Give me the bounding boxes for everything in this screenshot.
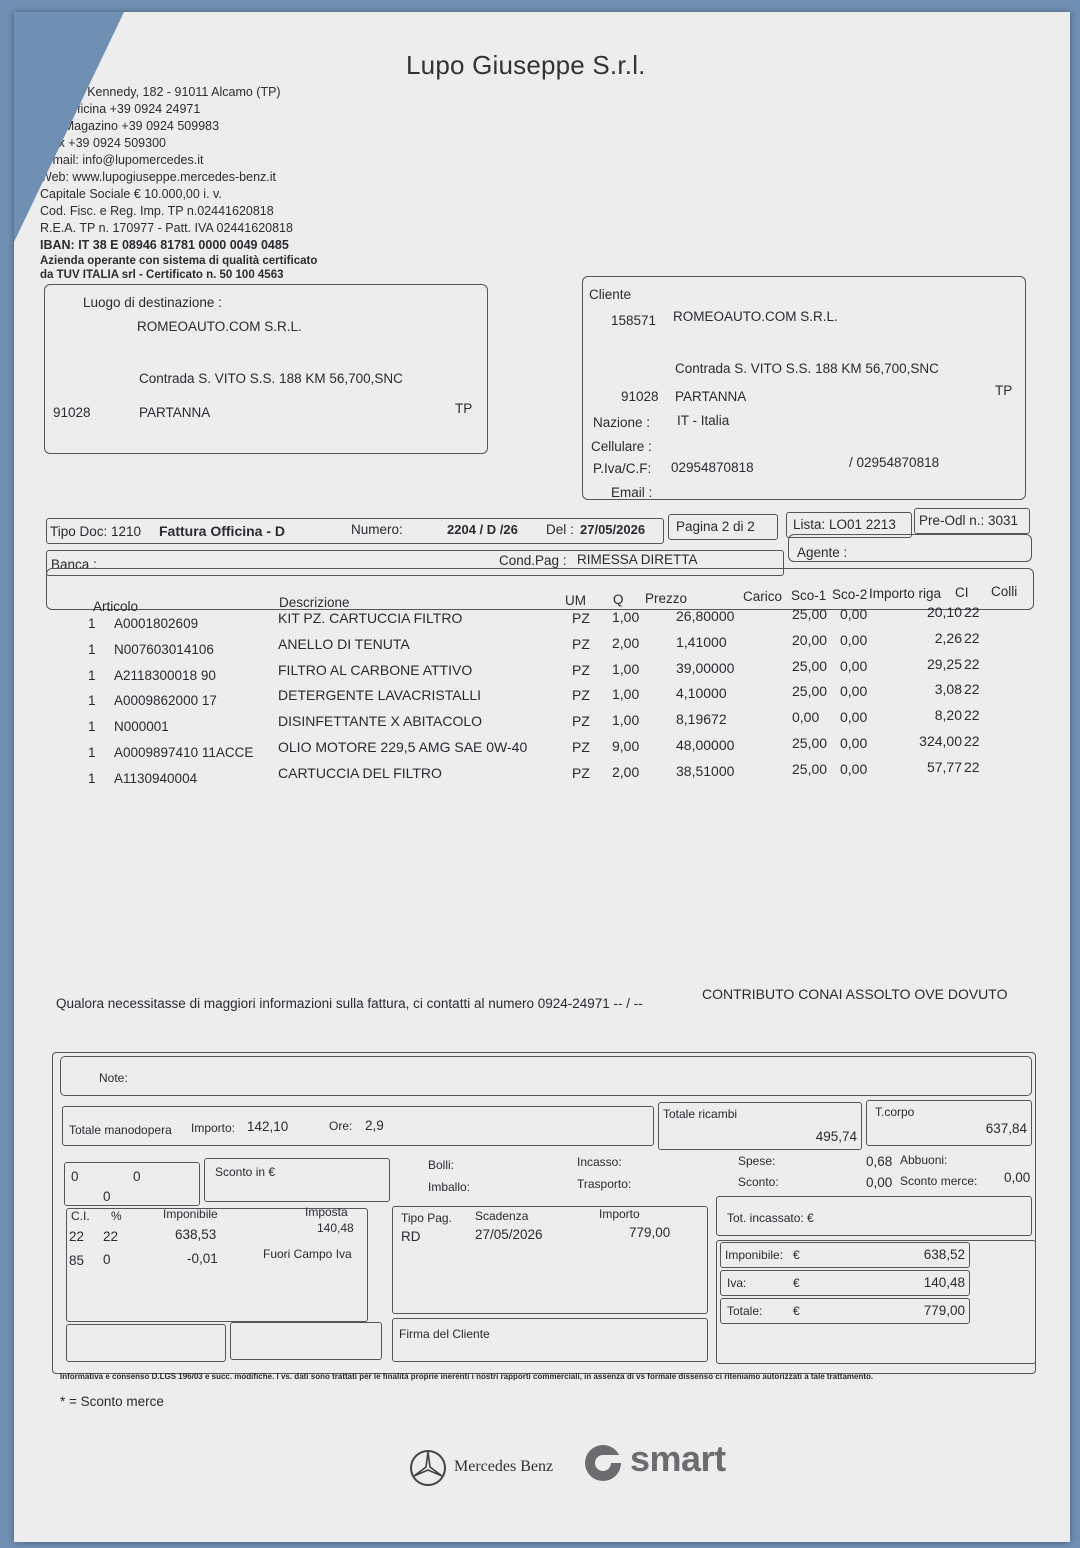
signature-label: Firma del Cliente	[399, 1327, 490, 1341]
cell-um: PZ	[572, 635, 590, 652]
collected-label: Tot. incassato: €	[727, 1211, 814, 1225]
cell-desc: DISINFETTANTE X ABITACOLO	[278, 713, 483, 730]
iva-label: Iva:	[727, 1276, 747, 1290]
invoice-page	[14, 12, 1070, 1542]
imponibile-label: Imponibile:	[725, 1248, 784, 1262]
cell-sco1: 25,00	[792, 606, 828, 622]
cell-n: 1	[88, 770, 96, 786]
empty-box-mid	[230, 1322, 382, 1360]
cell-q: 9,00	[612, 738, 640, 754]
vat-row2-ci: 85	[69, 1253, 85, 1268]
cell-ci: 22	[964, 655, 980, 672]
sconto2-value: 0,00	[866, 1175, 893, 1190]
agent-box	[788, 534, 1032, 562]
cell-desc: CARTUCCIA DEL FILTRO	[278, 764, 442, 781]
parts-box	[658, 1102, 862, 1150]
cell-sco2: 0,00	[840, 631, 868, 648]
smart-logo-icon	[582, 1442, 624, 1484]
cell-sco1: 25,00	[792, 657, 828, 674]
cell-art: N000001	[114, 719, 169, 735]
info-line: Qualora necessitasse di maggiori informazioni sulla fattura, ci contatti al numero 0924-24971 -- / --	[56, 996, 643, 1011]
cell-importo: 20,10	[926, 604, 962, 620]
client-city: PARTANNA	[675, 389, 747, 404]
vat-row1-imposta: 140,48	[317, 1221, 354, 1235]
cell-prezzo: 8,19672	[676, 711, 727, 728]
condpag-label: Cond.Pag :	[499, 553, 567, 568]
vat-row2-pct: 0	[103, 1252, 111, 1267]
destination-cap: 91028	[53, 405, 91, 420]
cell-sco1: 25,00	[792, 735, 828, 751]
doc-number-label: Numero:	[351, 522, 403, 537]
payment-type-label: Tipo Pag.	[401, 1211, 452, 1225]
client-label: Cliente	[589, 287, 632, 302]
cell-prezzo: 1,41000	[676, 633, 727, 650]
parts-label: Totale ricambi	[663, 1107, 738, 1121]
cell-art: A0009897410 11ACCE	[114, 745, 254, 760]
cell-importo: 3,08	[934, 681, 962, 698]
signature-box	[392, 1318, 708, 1362]
vat-row2-imponibile: -0,01	[187, 1251, 218, 1266]
cell-desc: OLIO MOTORE 229,5 AMG SAE 0W-40	[278, 739, 528, 755]
mercedes-star-icon	[408, 1448, 448, 1488]
cell-um: PZ	[572, 739, 590, 755]
incasso-label: Incasso:	[577, 1155, 622, 1169]
discount-legend: * = Sconto merce	[60, 1394, 164, 1409]
page-number: Pagina 2 di 2	[676, 519, 755, 534]
company-line: Fax +39 0924 509300	[44, 136, 166, 150]
note-label: Note:	[99, 1071, 128, 1085]
doc-number: 2204 / D /26	[447, 522, 518, 537]
client-box	[582, 276, 1026, 500]
destination-box	[44, 284, 488, 454]
cell-importo: 324,00	[919, 733, 962, 749]
cell-art: A0001802609	[114, 616, 199, 631]
company-line: E-mail: info@lupomercedes.it	[40, 153, 204, 167]
cell-sco1: 25,00	[792, 683, 828, 700]
col-prezzo: Prezzo	[645, 591, 688, 606]
body-total: 637,84	[985, 1121, 1027, 1136]
cell-n: 1	[88, 641, 96, 657]
conai-notice: CONTRIBUTO CONAI ASSOLTO OVE DOVUTO	[702, 986, 1008, 1002]
client-vat: 02954870818	[671, 460, 754, 475]
bolli-label: Bolli:	[428, 1158, 455, 1172]
smart-logo	[582, 1442, 624, 1489]
labour-amount-label: Importo:	[191, 1121, 236, 1135]
zero-box	[64, 1162, 200, 1206]
company-line: Cod. Fisc. e Reg. Imp. TP n.02441620818	[40, 204, 274, 218]
labour-label: Totale manodopera	[69, 1123, 172, 1137]
col-colli: Colli	[991, 584, 1018, 599]
cell-prezzo: 48,00000	[676, 737, 735, 753]
iva-row	[720, 1270, 970, 1296]
doc-type-label: Tipo Doc: 1210	[50, 524, 142, 539]
labour-box	[62, 1106, 654, 1146]
body-total-box	[866, 1100, 1032, 1146]
cell-art: N007603014106	[114, 641, 214, 657]
discount-box	[204, 1158, 390, 1202]
imponibile-total: 638,52	[923, 1247, 965, 1262]
cell-art: A2118300018 90	[114, 667, 216, 683]
privacy-notice: Informativa e consenso D.LGS 196/03 e succ. modifiche. I vs. dati sono trattati per le finalità proprie inerenti i nostri rapporti commerciali, in assenza di vs formale dissenso ci riteniamo autorizzati a tale trattamento.	[60, 1372, 874, 1381]
discount-label: Sconto in €	[215, 1165, 276, 1179]
destination-address: Contrada S. VITO S.S. 188 KM 56,700,SNC	[139, 371, 403, 386]
lista: Lista: LO01 2213	[793, 517, 896, 532]
cell-prezzo: 26,80000	[676, 608, 735, 624]
col-sco1: Sco-1	[791, 588, 827, 603]
cell-prezzo: 39,00000	[676, 659, 735, 676]
cell-ci: 22	[964, 629, 980, 646]
iva-total: 140,48	[923, 1275, 965, 1290]
company-line: Capitale Sociale € 10.000,00 i. v.	[40, 187, 222, 201]
destination-prov: TP	[455, 401, 473, 416]
client-email-label: Email :	[611, 485, 653, 500]
col-articolo: Articolo	[93, 599, 139, 614]
doc-date-label: Del :	[546, 522, 574, 537]
cell-sco2: 0,00	[840, 709, 868, 726]
condpag: RIMESSA DIRETTA	[577, 552, 698, 567]
sconto-merce-value: 0,00	[1004, 1170, 1031, 1185]
company-line: Officina +39 0924 24971	[64, 102, 201, 116]
cell-desc: DETERGENTE LAVACRISTALLI	[278, 687, 482, 704]
labour-hours-label: Ore:	[329, 1119, 353, 1133]
company-line: l. Magazino +39 0924 509983	[54, 119, 220, 133]
company-line: Web: www.lupogiuseppe.mercedes-benz.it	[40, 170, 277, 184]
preodl: Pre-Odl n.: 3031	[919, 513, 1019, 528]
payment-type: RD	[401, 1229, 421, 1244]
client-mobile-label: Cellulare :	[591, 439, 652, 454]
imponibile-row	[720, 1242, 970, 1268]
cell-ci: 22	[964, 681, 980, 698]
col-sco2: Sco-2	[832, 587, 868, 602]
vat-row1-ci: 22	[69, 1229, 85, 1244]
cell-art: A1130940004	[114, 770, 198, 786]
cell-desc: FILTRO AL CARBONE ATTIVO	[278, 661, 473, 678]
currency-symbol: €	[793, 1276, 800, 1290]
smart-text: smart	[630, 1438, 726, 1479]
cell-art: A0009862000 17	[114, 693, 217, 709]
cell-q: 1,00	[612, 660, 640, 677]
grand-total: 779,00	[923, 1303, 965, 1318]
client-address: Contrada S. VITO S.S. 188 KM 56,700,SNC	[675, 361, 939, 376]
cell-um: PZ	[572, 764, 590, 781]
trasporto-label: Trasporto:	[577, 1177, 632, 1191]
cell-n: 1	[88, 616, 96, 631]
company-line: F. Kennedy, 182 - 91011 Alcamo (TP)	[74, 85, 281, 99]
cell-um: PZ	[572, 610, 590, 626]
company-name: Lupo Giuseppe S.r.l.	[406, 50, 646, 80]
cell-importo: 2,26	[934, 629, 962, 646]
zero-value-b: 0	[133, 1169, 141, 1184]
cell-n: 1	[88, 719, 96, 735]
labour-amount: 142,10	[247, 1119, 289, 1134]
vat-header-imponibile: Imponibile	[163, 1207, 218, 1221]
cell-n: 1	[88, 693, 96, 709]
cell-sco2: 0,00	[840, 683, 868, 700]
imballo-label: Imballo:	[428, 1180, 471, 1194]
spese-label: Spese:	[738, 1154, 776, 1168]
cell-ci: 22	[964, 707, 980, 724]
payment-amount: 779,00	[629, 1225, 671, 1240]
zero-value-a: 0	[71, 1169, 79, 1184]
client-nation: IT - Italia	[677, 413, 730, 428]
cell-prezzo: 4,10000	[676, 685, 727, 702]
vat-header-ci: C.I.	[71, 1209, 90, 1223]
col-descrizione: Descrizione	[279, 595, 350, 610]
cell-n: 1	[88, 745, 96, 760]
abbuoni-label: Abbuoni:	[900, 1153, 948, 1167]
sconto-merce-label: Sconto merce:	[900, 1174, 978, 1188]
totale-label: Totale:	[727, 1304, 763, 1318]
company-line: Azienda operante con sistema di qualità certificato	[40, 255, 318, 267]
empty-box-left	[66, 1324, 226, 1362]
client-name: ROMEOAUTO.COM S.R.L.	[673, 309, 838, 324]
vat-header-pct: %	[111, 1209, 122, 1223]
destination-city: PARTANNA	[139, 405, 211, 420]
destination-label: Luogo di destinazione :	[83, 295, 222, 310]
client-cf: / 02954870818	[849, 455, 940, 470]
col-q: Q	[613, 592, 624, 607]
doc-type: Fattura Officina - D	[159, 523, 286, 539]
page-curl	[14, 12, 124, 242]
cell-q: 1,00	[612, 686, 640, 703]
cell-sco2: 0,00	[840, 735, 868, 751]
client-code: 158571	[611, 313, 657, 328]
vat-row1-imponibile: 638,53	[175, 1227, 217, 1242]
cell-sco2: 0,00	[840, 606, 868, 622]
doc-date: 27/05/2026	[580, 522, 646, 537]
cell-q: 1,00	[612, 609, 640, 625]
col-ci: CI	[955, 585, 969, 600]
col-carico: Carico	[743, 589, 783, 604]
labour-hours: 2,9	[365, 1118, 384, 1133]
cell-ci: 22	[964, 758, 980, 775]
page-box	[668, 514, 778, 540]
company-line: da TUV ITALIA srl - Certificato n. 50 100 4563	[40, 269, 284, 281]
cell-q: 2,00	[612, 634, 640, 651]
cell-um: PZ	[572, 713, 590, 730]
company-iban: IBAN: IT 38 E 08946 81781 0000 0049 0485	[40, 238, 289, 252]
vat-summary-box	[66, 1205, 368, 1322]
cell-desc: KIT PZ. CARTUCCIA FILTRO	[278, 610, 463, 626]
collected-box	[716, 1196, 1032, 1236]
currency-symbol: €	[793, 1248, 800, 1262]
zero-value-c: 0	[103, 1189, 111, 1204]
client-nation-label: Nazione :	[593, 415, 651, 430]
vat-header-imposta: Imposta	[305, 1205, 348, 1219]
payment-box	[392, 1206, 708, 1314]
bank-label: Banca :	[51, 557, 97, 572]
client-vat-label: P.Iva/C.F:	[593, 461, 652, 476]
cell-sco2: 0,00	[840, 657, 868, 674]
doc-info-bar	[46, 518, 664, 544]
cell-importo: 29,25	[926, 655, 962, 672]
cell-ci: 22	[964, 604, 980, 620]
client-prov: TP	[995, 383, 1013, 398]
destination-name: ROMEOAUTO.COM S.R.L.	[137, 319, 302, 334]
cell-sco2: 0,00	[840, 760, 868, 777]
vat-row1-pct: 22	[103, 1229, 119, 1244]
cell-sco1: 25,00	[792, 760, 828, 777]
agent-label: Agente :	[797, 545, 848, 560]
due-date-label: Scadenza	[475, 1209, 529, 1223]
cell-ci: 22	[964, 733, 980, 749]
cell-importo: 8,20	[934, 707, 962, 724]
spese-value: 0,68	[866, 1154, 893, 1169]
company-line: R.E.A. TP n. 170977 - Patt. IVA 02441620818	[40, 221, 293, 235]
cell-importo: 57,77	[926, 758, 962, 775]
sconto2-label: Sconto:	[738, 1175, 779, 1189]
cell-sco1: 0,00	[792, 709, 820, 726]
cell-um: PZ	[572, 687, 590, 704]
payment-amount-label: Importo	[599, 1207, 640, 1221]
mercedes-text: Mercedes Benz	[454, 1458, 554, 1475]
cell-prezzo: 38,51000	[676, 762, 735, 779]
col-importo: Importo riga	[869, 586, 942, 601]
currency-symbol: €	[793, 1304, 800, 1318]
cell-q: 1,00	[612, 712, 640, 729]
body-total-label: T.corpo	[875, 1105, 915, 1119]
vat-row2-imposta: Fuori Campo Iva	[263, 1247, 352, 1261]
mercedes-logo	[408, 1448, 448, 1493]
preodl-box	[914, 508, 1030, 534]
cell-q: 2,00	[612, 763, 640, 780]
parts-total: 495,74	[815, 1129, 857, 1144]
col-um: UM	[565, 593, 586, 608]
note-box	[60, 1056, 1032, 1096]
cell-desc: ANELLO DI TENUTA	[278, 635, 410, 652]
due-date: 27/05/2026	[475, 1227, 543, 1242]
cell-sco1: 20,00	[792, 631, 828, 648]
cell-n: 1	[88, 667, 96, 683]
cell-um: PZ	[572, 661, 590, 678]
client-cap: 91028	[621, 389, 659, 404]
totale-row	[720, 1298, 970, 1324]
